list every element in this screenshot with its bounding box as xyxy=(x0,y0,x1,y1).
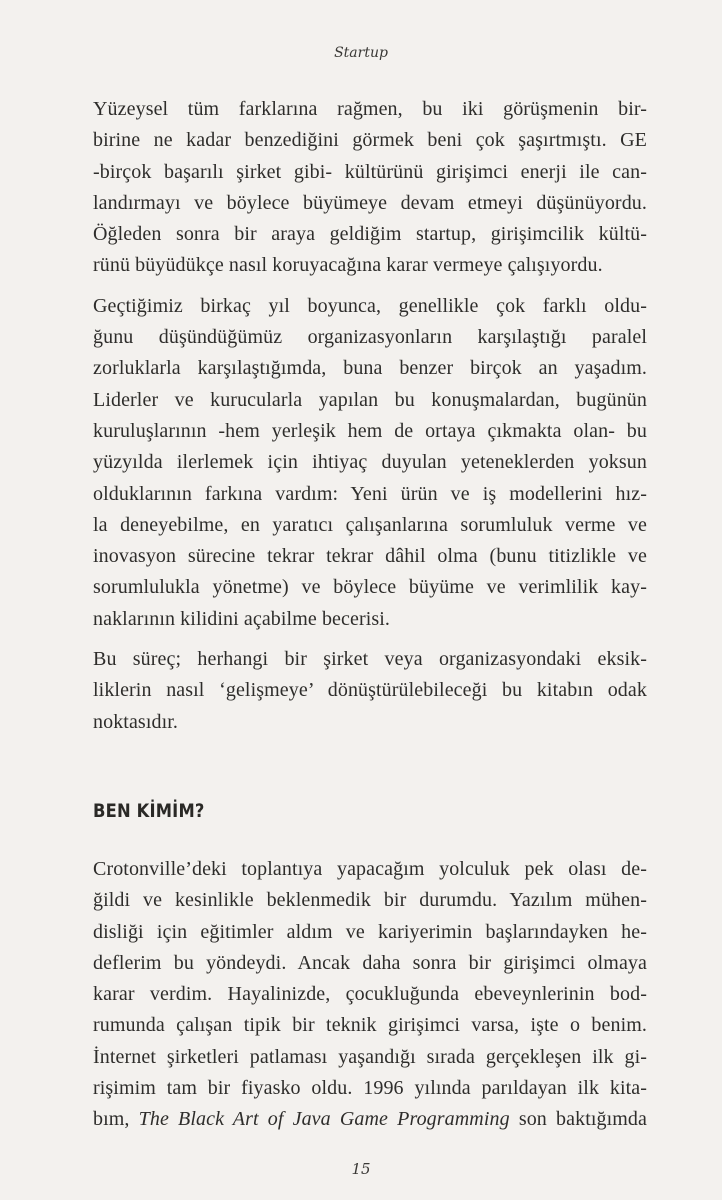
text-line: disliği için eğitimler aldım ve kariyerimin başlarındayken he- xyxy=(93,920,647,943)
text-line-with-title xyxy=(93,1104,647,1135)
text-line: yüzyılda ilerlemek için ihtiyaç duyulan yeteneklerden yoksun xyxy=(93,451,647,474)
text-line: Geçtiğimiz birkaç yıl boyunca, genellikle çok farklı oldu- xyxy=(93,294,647,317)
page-body xyxy=(93,94,647,1145)
paragraph-3 xyxy=(93,644,647,738)
section-heading: BEN KİMİM? xyxy=(93,799,205,822)
text-line: Öğleden sonra bir araya geldiğim startup, girişimcilik kültü- xyxy=(93,223,647,246)
text-line: inovasyon sürecine tekrar tekrar dâhil olma (bunu titizlikle ve xyxy=(93,545,647,568)
text-line: liklerin nasıl ‘gelişmeye’ dönüştürülebileceği bu kitabın odak xyxy=(93,679,647,702)
paragraph-1 xyxy=(93,94,647,282)
text-line: rumunda çalışan tipik bir teknik girişimci varsa, işte o benim. xyxy=(93,1014,647,1037)
text-fragment: bım, xyxy=(93,1108,130,1131)
text-line: sorumlulukla yönetme) ve böylece büyüme ve verimlilik kay- xyxy=(93,576,647,599)
text-line: rünü büyüdükçe nasıl koruyacağına karar vermeye çalışıyordu. xyxy=(93,254,603,277)
text-line: Yüzeysel tüm farklarına rağmen, bu iki görüşmenin bir- xyxy=(93,98,647,120)
text-line: landırmayı ve böylece büyümeye devam etmeyi düşünüyordu. xyxy=(93,191,647,214)
text-line: İnternet şirketleri patlaması yaşandığı sırada gerçekleşen ilk gi- xyxy=(93,1045,647,1068)
text-line: zorluklarla karşılaştığımda, buna benzer birçok an yaşadım. xyxy=(93,357,647,380)
text-line: -birçok başarılı şirket gibi- kültürünü girişimci enerji ile can- xyxy=(93,160,647,183)
text-line: ğildi ve kesinlikle beklenmedik bir durumdu. Yazılım mühen- xyxy=(93,889,647,912)
text-line: rişimim tam bir fiyasko oldu. 1996 yılında parıldayan ilk kita- xyxy=(93,1077,647,1100)
paragraph-2 xyxy=(93,291,647,635)
text-line: Crotonville’deki toplantıya yapacağım yolculuk pek olası de- xyxy=(93,857,647,880)
page-number: 15 xyxy=(351,1160,371,1178)
text-fragment: son baktığımda xyxy=(518,1108,647,1131)
text-line: noktasıdır. xyxy=(93,710,178,733)
text-line: olduklarının farkına vardım: Yeni ürün ve iş modellerini hız- xyxy=(93,482,647,505)
section-paragraph xyxy=(93,854,647,1136)
text-line: birine ne kadar benzediğini görmek beni çok şaşırtmıştı. GE xyxy=(93,129,647,152)
running-head: Startup xyxy=(334,45,388,61)
text-line: la deneyebilme, en yaratıcı çalışanlarına sorumluluk verme ve xyxy=(93,513,647,536)
text-line: deflerim bu yöndeydi. Ancak daha sonra bir girişimci olmaya xyxy=(93,951,647,974)
text-line: Liderler ve kurucularla yapılan bu konuşmalardan, bugünün xyxy=(93,388,647,411)
book-title: The Black Art of Java Game Programming xyxy=(138,1108,510,1131)
text-line: naklarının kilidini açabilme becerisi. xyxy=(93,607,391,630)
text-line: ğunu düşündüğümüz organizasyonların karşılaştığı paralel xyxy=(93,326,647,349)
text-line: Bu süreç; herhangi bir şirket veya organizasyondaki eksik- xyxy=(93,648,647,671)
text-line: kuruluşlarının -hem yerleşik hem de ortaya çıkmakta olan- bu xyxy=(93,419,647,442)
text-line: karar verdim. Hayalinizde, çocukluğunda ebeveynlerinin bod- xyxy=(93,983,647,1006)
